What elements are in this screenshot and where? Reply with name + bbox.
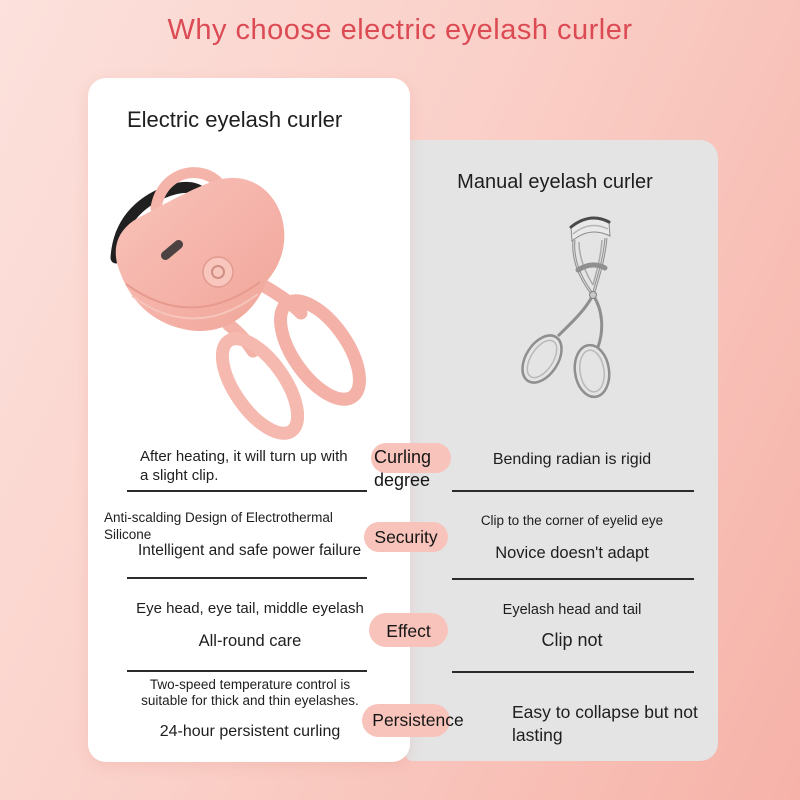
page-title: Why choose electric eyelash curler [167, 14, 633, 46]
manual-row3-text: Clip not [541, 630, 603, 650]
electric-row3-text: All-round care [198, 632, 302, 650]
electric-row4-text: 24-hour persistent curling [159, 723, 341, 740]
manual-row2-text: Novice doesn't adapt [495, 544, 649, 562]
divider [127, 577, 367, 579]
pill-effect-label: Effect [386, 621, 431, 641]
pill-persistence-label: Persistence [372, 710, 464, 730]
electric-row3-subtext: Eye head, eye tail, middle eyelash [136, 600, 364, 617]
electric-row4-subtext: Two-speed temperature control is suitable for thick and thin eyelashes. [141, 677, 359, 709]
pill-security-label: Security [374, 527, 438, 547]
manual-row1-text: Bending radian is rigid [492, 451, 652, 468]
divider [452, 490, 694, 492]
manual-curler-image [498, 200, 658, 415]
divider [452, 671, 694, 673]
electric-row1-text: After heating, it will turn up with a slight clip. [140, 448, 348, 485]
manual-row4-text: Easy to collapse but not lasting [512, 702, 698, 745]
manual-row3-subtext: Eyelash head and tail [502, 602, 642, 618]
manual-row2-subtext: Clip to the corner of eyelid eye [480, 513, 664, 528]
manual-card-heading: Manual eyelash curler [457, 171, 653, 193]
electric-card-heading: Electric eyelash curler [127, 107, 343, 132]
divider [127, 490, 367, 492]
pill-curling-degree-label: Curling degree [374, 447, 432, 490]
electric-curler-image [108, 160, 398, 445]
divider [452, 578, 694, 580]
divider [127, 670, 367, 672]
electric-row2-subtext: Anti-scalding Design of Electrothermal Silicone [104, 510, 333, 543]
electric-row2-text: Intelligent and safe power failure [138, 542, 362, 559]
